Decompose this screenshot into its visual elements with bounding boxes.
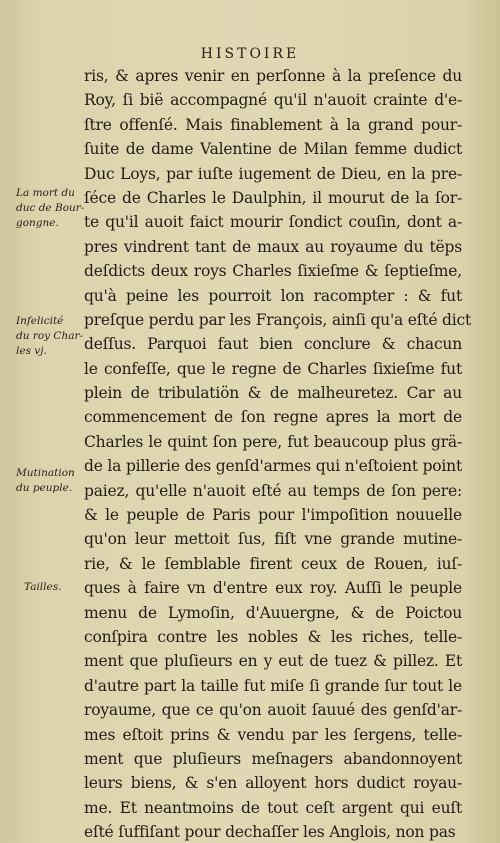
note-line: Tailles. — [24, 581, 62, 593]
text-line: qu'à peine les pourroit lon racompter : & fut — [84, 286, 462, 305]
text-line: & le peuple de Paris pour l'impoſition nouuelle — [84, 506, 462, 525]
text-line: ment que pluſieurs meſnagers abandonnoyent — [84, 749, 462, 768]
note-line: du roy Char- — [16, 330, 84, 342]
text-line: menu de Lymoſin, d'Auuergne, & de Poictou — [84, 603, 462, 622]
text-line: mes eſtoit prins & vendu par les ſergens, telle- — [84, 725, 462, 744]
text-line: ris, & apres venir en perſonne à la preſence du — [84, 67, 462, 85]
margin-note-infelicite — [16, 314, 86, 359]
text-line: pres vindrent tant de maux au royaume du tëps — [84, 237, 462, 256]
text-line: Duc Loys, par iuſte iugement de Dieu, en la pre- — [84, 164, 462, 183]
body-text — [84, 64, 472, 843]
text-line: ſéce de Charles le Daulphin, il mourut de la ſor- — [84, 188, 462, 207]
running-head: HISTOIRE — [200, 46, 300, 62]
note-line: Infelicité — [16, 315, 64, 327]
text-line: conſpira contre les nobles & les riches, telle- — [84, 627, 462, 646]
text-line: eſté ſuffiſant pour dechaſſer les Anglois, non pas — [84, 823, 456, 842]
text-line: ques à faire vn d'entre eux roy. Auſſi le peuple — [84, 579, 462, 598]
text-line: ſuite de dame Valentine de Milan femme dudict — [84, 140, 462, 159]
text-line: le confeſſe, que le regne de Charles ſixieſme fut — [84, 359, 462, 378]
text-line: deſdicts deux roys Charles ſixieſme & ſeptieſme, — [84, 262, 462, 281]
margin-note-mutination — [16, 466, 86, 496]
text-line: Roy, ſi bië accompagné qu'il n'auoit crainte d'e- — [84, 91, 462, 110]
note-line: les vj. — [16, 345, 47, 357]
note-line: duc de Bour- — [16, 202, 85, 214]
margin-note-tailles — [24, 580, 94, 595]
text-line: preſque perdu par les François, ainſi qu'a eſté dict — [84, 310, 472, 329]
text-line: ment que pluſieurs en y eut de tuez & pillez. Et — [84, 652, 462, 671]
text-line: me. Et neantmoins de tout ceſt argent qui euſt — [84, 798, 462, 817]
text-line: deſſus. Parquoi faut bien conclure & chacun — [84, 335, 462, 354]
text-line: paiez, qu'elle n'auoit eſté au temps de ſon pere: — [84, 481, 462, 500]
text-line: leurs biens, & s'en alloyent hors dudict royau- — [84, 774, 462, 793]
text-line: royaume, que ce qu'on auoit ſauué des genſd'ar- — [84, 701, 462, 720]
note-line: du peuple. — [16, 482, 73, 494]
text-line: Charles le quint ſon pere, fut beaucoup plus grä- — [84, 432, 462, 451]
text-line: ſtre offenſé. Mais finablement à la grand pour- — [84, 115, 462, 134]
text-line: d'autre part la taille fut miſe ſi grande ſur tout le — [84, 676, 462, 695]
text-line: te qu'il auoit faict mourir ſondict couſin, dont a- — [84, 213, 462, 232]
text-line: commencement de ſon regne apres la mort de — [84, 408, 462, 427]
note-line: La mort du — [16, 187, 75, 199]
note-line: Mutination — [16, 467, 75, 479]
margin-note-mort-duc — [16, 186, 86, 231]
text-line: de la pillerie des genſd'armes qui n'eſtoient point — [84, 457, 462, 476]
note-line: gongne. — [16, 217, 59, 229]
text-line: rie, & le ſemblable firent ceux de Rouen, iuſ- — [84, 554, 462, 573]
text-line: plein de tribulatiön & de malheuretez. Car au — [84, 384, 462, 403]
text-line: qu'on leur mettoit ſus, fiſt vne grande mutine- — [84, 530, 462, 549]
